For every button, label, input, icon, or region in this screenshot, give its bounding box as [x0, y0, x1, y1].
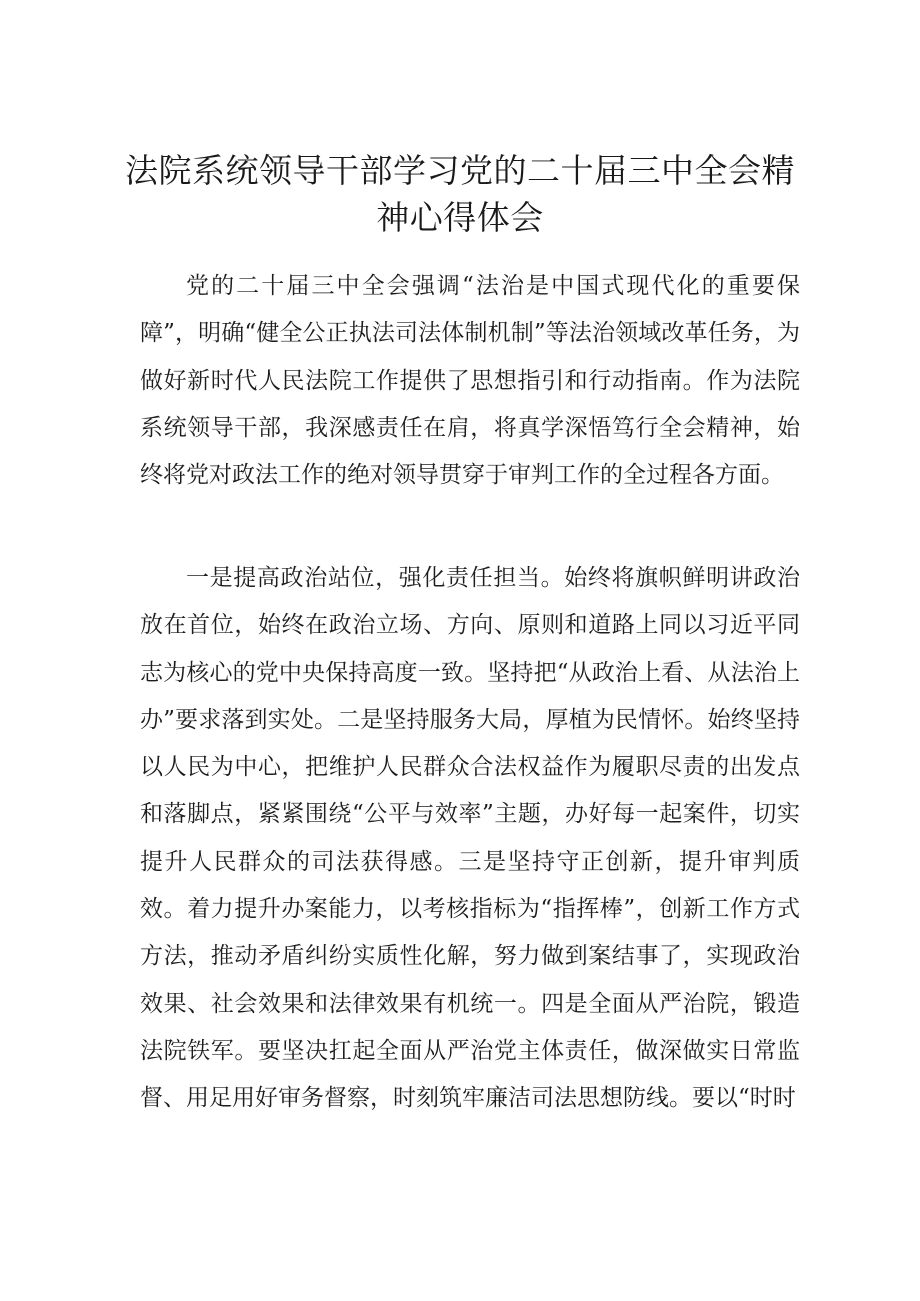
document-title-line-2: 神心得体会: [376, 198, 544, 237]
document-title-line-1: 法院系统领导干部学习党的二十届三中全会精: [125, 151, 795, 190]
body-paragraph-intro: 党的二十届三中全会强调“法治是中国式现代化的重要保障”，明确“健全公正执法司法体制机制”等法治领域改革任务，为做好新时代人民法院工作提供了思想指引和行动指南。作为法院系统领导干部，我深感责任在肩，将真学深悟笃行全会精神，始终将党对政法工作的绝对领导贯穿于审判工作的全过程各方面。: [140, 273, 800, 489]
body-paragraph-points: 一是提高政治站位，强化责任担当。始终将旗帜鲜明讲政治放在首位，始终在政治立场、方向、原则和道路上同以习近平同志为核心的党中央保持高度一致。坚持把“从政治上看、从法治上办”要求落到实处。二是坚持服务大局，厚植为民情怀。始终坚持以人民为中心，把维护人民群众合法权益作为履职尽责的出发点和落脚点，紧紧围绕“公平与效率”主题，办好每一起案件，切实提升人民群众的司法获得感。三是坚持守正创新，提升审判质效。着力提升办案能力，以考核指标为“指挥棒”，创新工作方式方法，推动矛盾纠纷实质性化解，努力做到案结事了，实现政治效果、社会效果和法律效果有机统一。四是全面从严治院，锻造法院铁军。要坚决扛起全面从严治党主体责任，做深做实日常监督、用足用好审务督察，时刻筑牢廉洁司法思想防线。要以“时时: [140, 565, 800, 1112]
